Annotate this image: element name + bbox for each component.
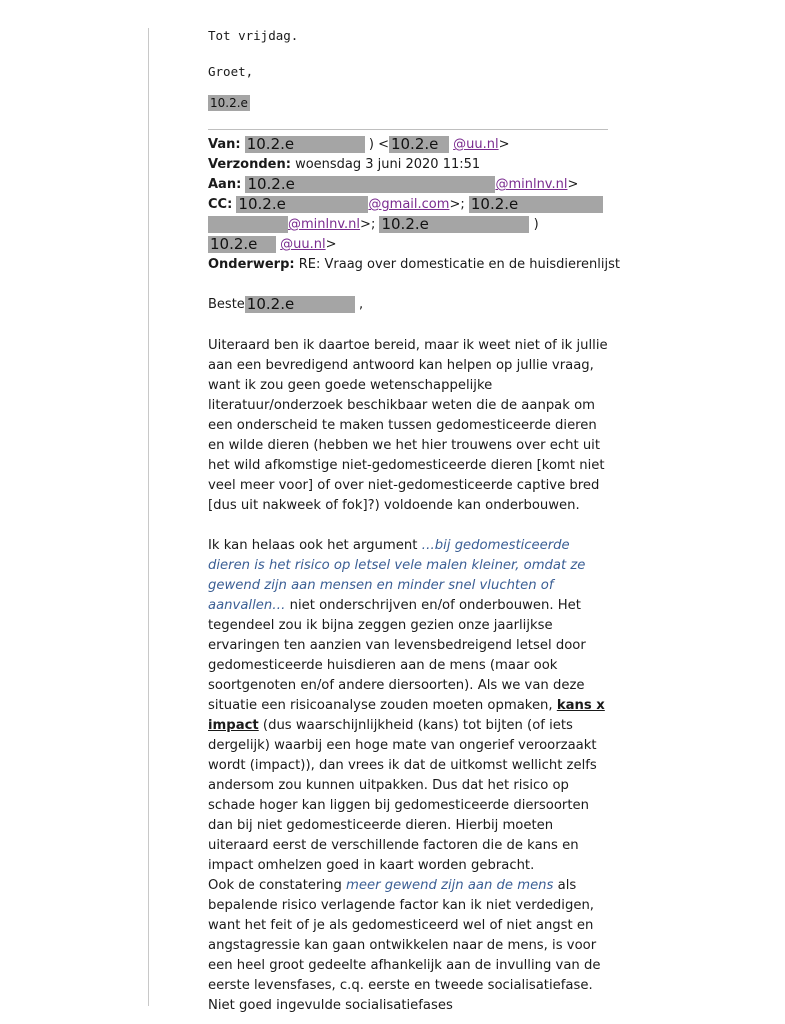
greeting-comma: , [358, 297, 364, 312]
verzonden-label: Verzonden: [208, 157, 291, 172]
paragraph-text [208, 876, 608, 1016]
redaction-box [208, 216, 288, 233]
p2-quoted-argument: …bij gedomesticeerde dieren is het risico op letsel vele malen kleiner, omdat ze gewend zijn aan mensen en minder snel vluchten of aanvallen… [208, 538, 586, 613]
onderwerp-label: Onderwerp: [208, 257, 295, 272]
cc-label: CC: [208, 197, 233, 212]
aan-email-link[interactable]: @minlnv.nl [495, 177, 568, 192]
header-van-row [208, 135, 628, 155]
p2-emphasis: kans x impact [208, 698, 605, 733]
cc-separator-1: >; [449, 197, 465, 212]
redaction-box: 10.2.e [236, 196, 368, 213]
cc-separator-2: >; [360, 217, 376, 232]
redaction-box: 10.2.e [245, 136, 365, 153]
aan-label: Aan: [208, 177, 242, 192]
cc-email-link-3[interactable]: @uu.nl [280, 237, 326, 252]
p2-conclusion: (dus waarschijnlijkheid (kans) tot bijten (of iets dergelijk) waarbij een hoge mate van ongerief veroorzaakt wordt (impact)), dan vrees ik dat de uitkomst wellicht zelfs andersom zou kunnen uitpakken. Dus dat het risico op schade hoger kan liggen bij gedomesticeerde diersoorten dan bij niet gedomesticeerde dieren. Hierbij moeten uiteraard eerst de verschillende factoren die de kans en impact omhelzen goed in kaart worden gebracht. [208, 718, 597, 873]
cc-email-link-2[interactable]: @minlnv.nl [288, 217, 361, 232]
p3-intro: Ook de constatering [208, 878, 347, 893]
paragraph-text: Uiteraard ben ik daartoe bereid, maar ik weet niet of ik jullie aan een bevredigend antwoord kan helpen op jullie vraag, want ik zou geen goede wetenschappelijke literatuur/onderzoek beschikbaar weten die de aanpak om een onderscheid te maken tussen gedomesticeerde dieren en wilde dieren (hebben we het hier trouwens over echt uit het wild afkomstige niet-gedomesticeerde dieren [komt niet veel meer voor] of over niet-gedomesticeerde captive bred [dus uit nakweek of fok]?) voldoende kan onderbouwen. [208, 338, 608, 513]
body-paragraph-3 [208, 876, 608, 1016]
earlier-line-tot-vrijdag: Tot vrijdag. [208, 28, 299, 43]
aan-end: > [567, 177, 579, 192]
paragraph-text [208, 536, 608, 876]
van-end: > [498, 137, 510, 152]
earlier-line-groet: Groet, [208, 64, 254, 79]
body-paragraph-2 [208, 536, 608, 876]
greeting-line [208, 295, 628, 315]
cc-end: > [325, 237, 337, 252]
header-onderwerp-row [208, 255, 628, 275]
redaction-box: 10.2.e [379, 216, 529, 233]
van-email-link[interactable]: @uu.nl [453, 137, 499, 152]
greeting-word: Beste [208, 297, 245, 312]
van-label: Van: [208, 137, 241, 152]
header-cc-row-3 [208, 235, 628, 255]
onderwerp-value: RE: Vraag over domesticatie en de huisdierenlijst [298, 257, 620, 272]
header-cc-row-2 [208, 215, 628, 235]
redaction-box: 10.2.e [389, 136, 449, 153]
header-aan-row [208, 175, 628, 195]
body-paragraph-1 [208, 336, 608, 516]
cc-email-link-1[interactable]: @gmail.com [368, 197, 450, 212]
redaction-box: 10.2.e [469, 196, 603, 213]
redaction-box: 10.2.e [245, 176, 495, 193]
p3-continuation: als bepalende risico verlagende factor kan ik niet verdedigen, want het feit of je als gedomesticeerd wel of niet angst en angstagressie kan gaan ontwikkelen naar de mens, is voor een heel groot gedeelte afhankelijk aan de invulling van de eerste levensfases, c.q. eerste en tweede socialisatiefase. Niet goed ingevulde socialisatiefases [208, 878, 601, 1013]
header-cc-row-1 [208, 195, 628, 215]
earlier-redaction-block [208, 94, 608, 114]
redaction-box: 10.2.e [210, 96, 248, 110]
header-separator [208, 129, 608, 130]
page-margin-line [148, 28, 149, 1006]
verzonden-value: woensdag 3 juni 2020 11:51 [295, 157, 481, 172]
redaction-box: 10.2.e [245, 296, 355, 313]
header-verzonden-row [208, 155, 628, 175]
redaction-box: 10.2.e [208, 236, 276, 253]
p3-quoted-phrase: meer gewend zijn aan de mens [346, 878, 554, 893]
p2-continuation: niet onderschrijven en/of onderbouwen. Het tegendeel zou ik bijna zeggen gezien onze jaarlijkse ervaringen ten aanzien van levensbedreigend letsel door gedomesticeerde huisdieren aan de mens (maar ook soortgenoten en/of andere diersoorten). Als we van deze situatie een risicoanalyse zouden moeten opmaken, [208, 598, 586, 713]
p2-intro: Ik kan helaas ook het argument [208, 538, 422, 553]
van-separator: ) < [368, 137, 389, 152]
cc-paren: ) [533, 217, 539, 232]
